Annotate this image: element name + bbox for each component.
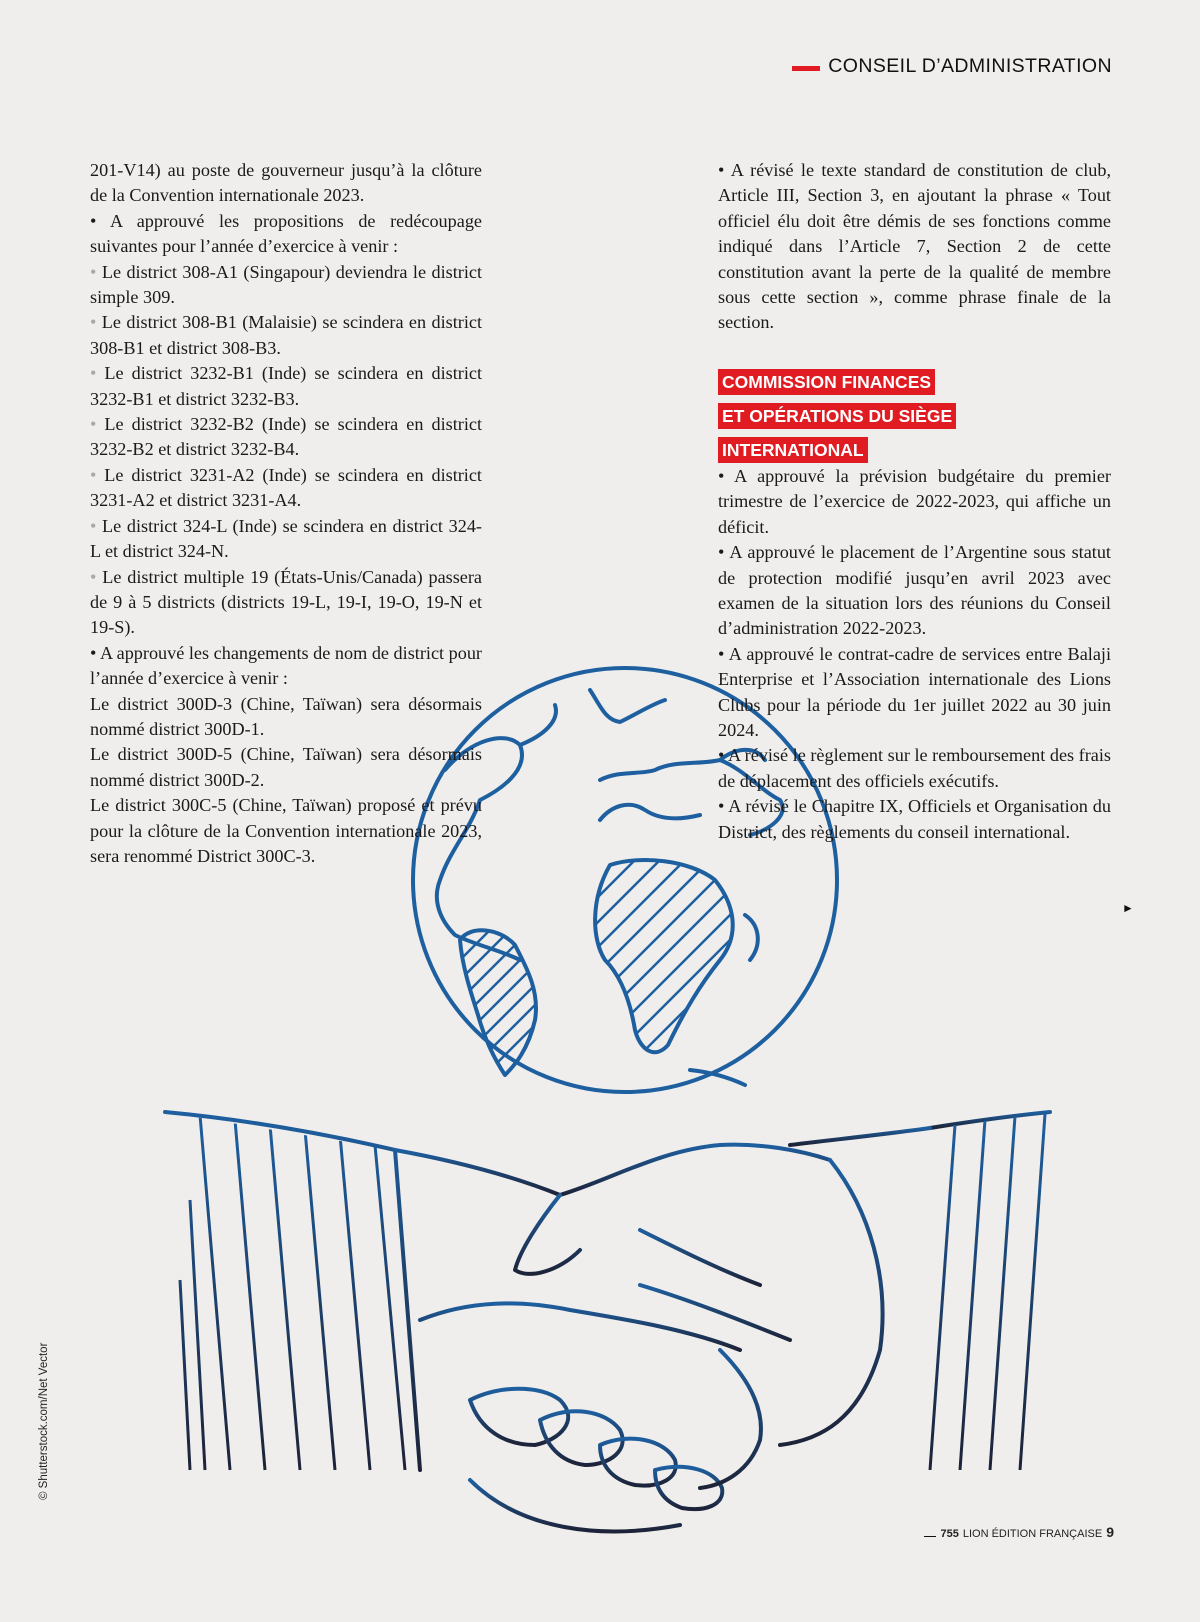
paragraph: Le district 300D-5 (Chine, Taïwan) sera désormais nommé district 300D-2. — [90, 744, 482, 790]
section-title: CONSEIL D’ADMINISTRATION — [828, 55, 1112, 77]
paragraph: 201-V14) au poste de gouverneur jusqu’à la clôture de la Convention internationale 2023. — [90, 160, 482, 206]
section-header — [792, 55, 1112, 78]
sub-item: • Le district 3231-A2 (Inde) se scindera en district 3231-A2 et district 3231-A4. — [90, 463, 482, 514]
issue-number: 755 — [940, 1528, 959, 1540]
left-column — [90, 158, 482, 869]
sub-item: • Le district 308-A1 (Singapour) deviendra le district simple 309. — [90, 260, 482, 311]
bullet-item: • A révisé le règlement sur le remboursement des frais de déplacement des officiels exécutifs. — [718, 743, 1111, 794]
bullet-item: • A approuvé la prévision budgétaire du premier trimestre de l’exercice de 2022-2023, qui affiche un déficit. — [718, 464, 1111, 540]
paragraph: Le district 300C-5 (Chine, Taïwan) proposé et prévu pour la clôture de la Convention internationale 2023, sera renommé District 300C-3. — [90, 795, 482, 866]
handshake-icon — [165, 1112, 1050, 1531]
bullet-item: • A approuvé le placement de l’Argentine sous statut de protection modifié jusqu’en avril 2023 avec examen de la situation lors des réunions du Conseil d’administration 2022-2023. — [718, 540, 1111, 642]
page-number: 9 — [1106, 1524, 1114, 1540]
right-column-bottom — [718, 464, 1111, 845]
section-marker — [792, 66, 820, 71]
image-credit: © Shutterstock.com/Net Vector — [38, 1342, 50, 1500]
bullet-item: • A approuvé les propositions de redécoupage suivantes pour l’année d’exercice à venir : — [90, 209, 482, 260]
sub-item: • Le district multiple 19 (États-Unis/Canada) passera de 9 à 5 districts (districts 19-L, 19-I, 19-O, 19-N et 19-S). — [90, 565, 482, 641]
sub-item: • Le district 308-B1 (Malaisie) se scindera en district 308-B1 et district 308-B3. — [90, 310, 482, 361]
bullet-item: • A révisé le texte standard de constitution de club, Article III, Section 3, en ajoutant la phrase « Tout officiel élu doit être démis de ses fonctions comme indiqué dans l’Article 7, Section 2 de cette constitution avant la perte de la qualité de membre sous cette section », comme phrase finale de la section. — [718, 158, 1111, 336]
page-footer — [924, 1524, 1114, 1540]
bullet-item: • A approuvé le contrat-cadre de services entre Balaji Enterprise et l’Association internationale des Lions Clubs pour la période du 1er juillet 2022 au 30 juin 2024. — [718, 642, 1111, 744]
commission-heading — [718, 369, 956, 471]
heading-line-1: COMMISSION FINANCES — [718, 369, 935, 395]
publication-name: LION ÉDITION FRANÇAISE — [962, 1528, 1103, 1540]
heading-line-2: ET OPÉRATIONS DU SIÈGE — [718, 403, 956, 429]
sub-item: • Le district 3232-B1 (Inde) se scindera en district 3232-B1 et district 3232-B3. — [90, 361, 482, 412]
heading-line-3: INTERNATIONAL — [718, 437, 868, 463]
footer-dash — [924, 1536, 936, 1538]
paragraph: Le district 300D-3 (Chine, Taïwan) sera désormais nommé district 300D-1. — [90, 693, 482, 739]
sub-item: • Le district 324-L (Inde) se scindera en district 324-L et district 324-N. — [90, 514, 482, 565]
bullet-item: • A approuvé les changements de nom de district pour l’année d’exercice à venir : — [90, 641, 482, 692]
bullet-item: • A révisé le Chapitre IX, Officiels et Organisation du District, des règlements du conseil international. — [718, 794, 1111, 845]
sub-item: • Le district 3232-B2 (Inde) se scindera en district 3232-B2 et district 3232-B4. — [90, 412, 482, 463]
right-column-top — [718, 158, 1111, 336]
continue-arrow-icon: ► — [1122, 901, 1134, 915]
